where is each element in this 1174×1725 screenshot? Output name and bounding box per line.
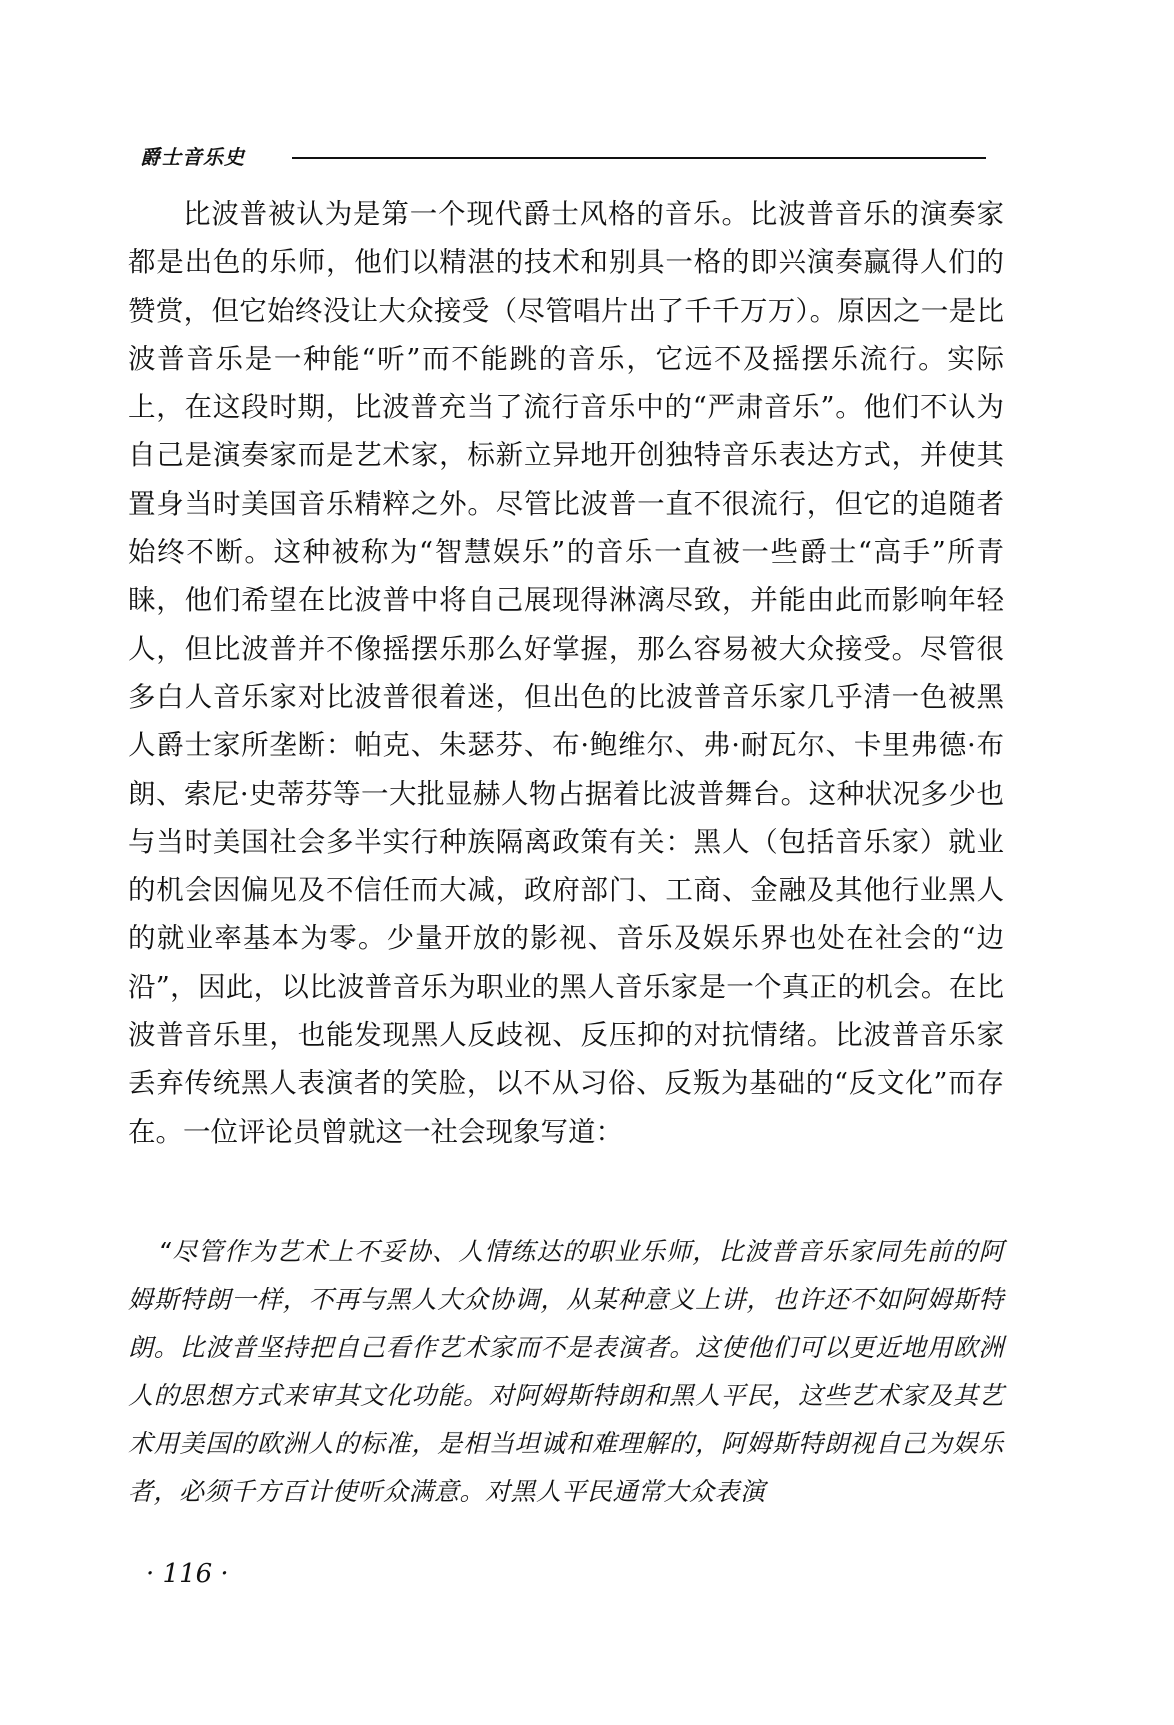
body-text	[128, 190, 1004, 1156]
block-quote	[128, 1228, 1004, 1516]
running-header	[140, 144, 986, 174]
header-rule	[292, 157, 986, 159]
quote-paragraph: “尽管作为艺术上不妥协、人情练达的职业乐师，比波普音乐家同先前的阿姆斯特朗一样，不再与黑人大众协调，从某种意义上讲，也许还不如阿姆斯特朗。比波普坚持把自己看作艺术家而不是表演者。这使他们可以更近地用欧洲人的思想方式来审其文化功能。对阿姆斯特朗和黑人平民，这些艺术家及其艺术用美国的欧洲人的标准，是相当坦诚和难理解的，阿姆斯特朗视自己为娱乐者，必须千方百计使听众满意。对黑人平民通常大众表演	[128, 1237, 1004, 1506]
running-title: 爵士音乐史	[140, 145, 245, 169]
body-paragraph: 比波普被认为是第一个现代爵士风格的音乐。比波普音乐的演奏家都是出色的乐师，他们以精湛的技术和别具一格的即兴演奏赢得人们的赞赏，但它始终没让大众接受（尽管唱片出了千千万万）。原因之一是比波普音乐是一种能“听”而不能跳的音乐，它远不及摇摆乐流行。实际上，在这段时期，比波普充当了流行音乐中的“严肃音乐”。他们不认为自己是演奏家而是艺术家，标新立异地开创独特音乐表达方式，并使其置身当时美国音乐精粹之外。尽管比波普一直不很流行，但它的追随者始终不断。这种被称为“智慧娱乐”的音乐一直被一些爵士“高手”所青睐，他们希望在比波普中将自己展现得淋漓尽致，并能由此而影响年轻人，但比波普并不像摇摆乐那么好掌握，那么容易被大众接受。尽管很多白人音乐家对比波普很着迷，但出色的比波普音乐家几乎清一色被黑人爵士家所垄断：帕克、朱瑟芬、布·鲍维尔、弗·耐瓦尔、卡里弗德·布朗、索尼·史蒂芬等一大批显赫人物占据着比波普舞台。这种状况多少也与当时美国社会多半实行种族隔离政策有关：黑人（包括音乐家）就业的机会因偏见及不信任而大减，政府部门、工商、金融及其他行业黑人的就业率基本为零。少量开放的影视、音乐及娱乐界也处在社会的“边沿”，因此，以比波普音乐为职业的黑人音乐家是一个真正的机会。在比波普音乐里，也能发现黑人反歧视、反压抑的对抗情绪。比波普音乐家丢弃传统黑人表演者的笑脸，以不从习俗、反叛为基础的“反文化”而存在。一位评论员曾就这一社会现象写道：	[128, 198, 1004, 1148]
page-number: · 116 ·	[146, 1559, 229, 1589]
